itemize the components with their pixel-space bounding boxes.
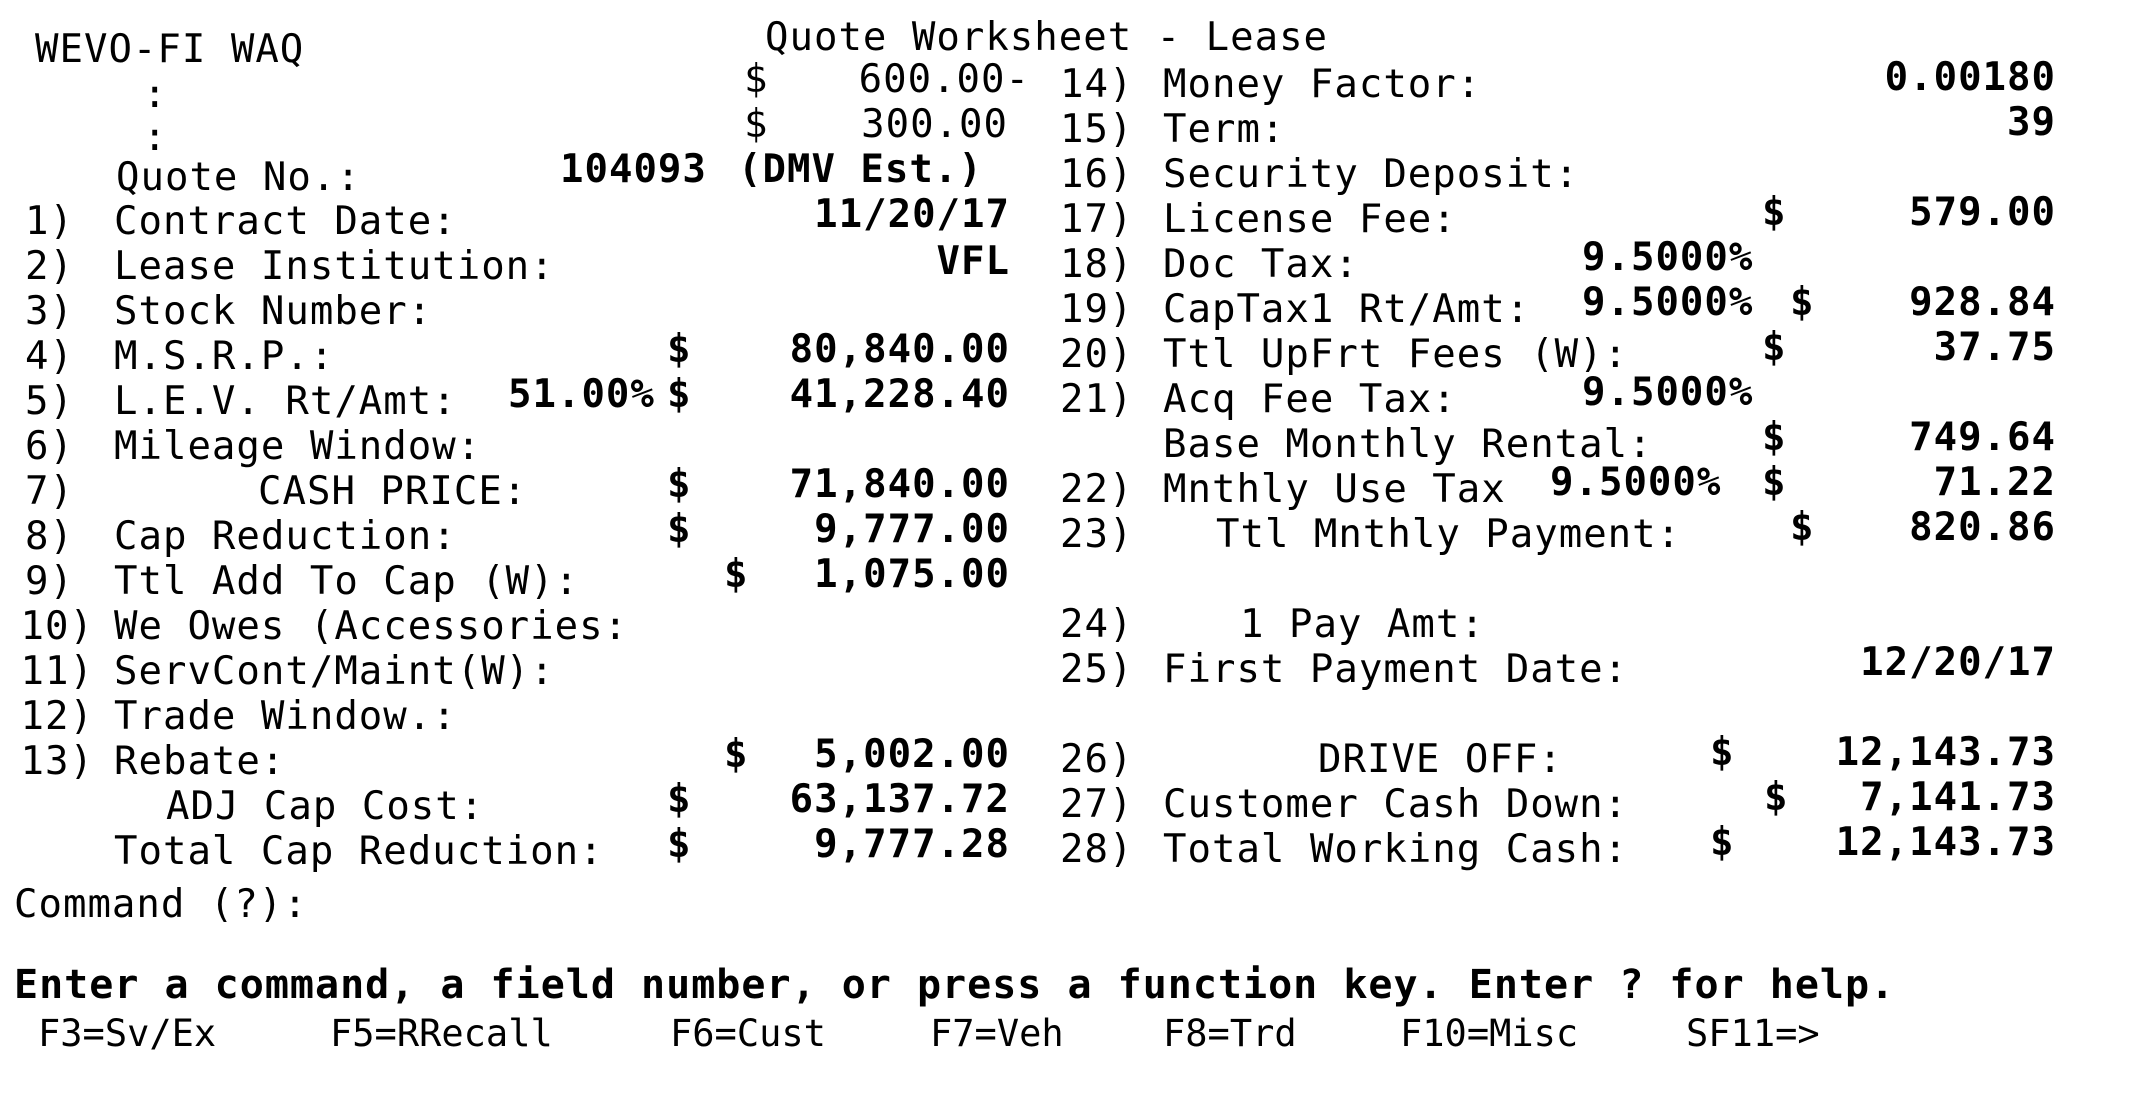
field-number: 13)	[20, 739, 94, 784]
field-label: Cap Reduction:	[114, 514, 457, 559]
field-label: Rebate:	[114, 739, 286, 784]
field-rate: 9.5000%	[1550, 460, 1722, 505]
field-number: 28)	[1060, 827, 1134, 872]
field-number: 21)	[1060, 377, 1134, 422]
field-number: 24)	[1060, 602, 1134, 647]
currency-sign: $	[667, 327, 692, 372]
total-cap-reduction-value: 9,777.28	[814, 822, 1010, 867]
field-number: 10)	[20, 604, 94, 649]
field-number: 11)	[20, 649, 94, 694]
currency-sign: $	[1710, 820, 1735, 865]
field-value: 749.64	[1909, 415, 2056, 460]
field-number: 23)	[1060, 512, 1134, 557]
field-rate: 9.5000%	[1582, 280, 1754, 325]
field-rate: 9.5000%	[1582, 370, 1754, 415]
field-label: Security Deposit:	[1163, 152, 1580, 197]
currency-sign: $	[1710, 730, 1735, 775]
field-label: Mileage Window:	[114, 424, 482, 469]
command-input[interactable]	[330, 883, 930, 927]
field-label: Contract Date:	[114, 199, 457, 244]
field-number: 7)	[25, 469, 74, 514]
field-value: 820.86	[1909, 505, 2056, 550]
field-value: 5,002.00	[814, 732, 1010, 777]
field-label: First Payment Date:	[1163, 647, 1629, 692]
currency-sign: $	[667, 462, 692, 507]
function-key-vehicle[interactable]: F7=Veh	[930, 1012, 1064, 1055]
currency-sign: $	[667, 372, 692, 417]
field-number: 16)	[1060, 152, 1134, 197]
field-label: Ttl UpFrt Fees (W):	[1163, 332, 1629, 377]
field-number: 8)	[25, 514, 74, 559]
field-label: Mnthly Use Tax	[1163, 467, 1506, 512]
quote-note: (DMV Est.)	[738, 147, 983, 192]
field-value: 9,777.00	[814, 507, 1010, 552]
currency-sign: $	[667, 822, 692, 867]
field-label: Ttl Mnthly Payment:	[1216, 512, 1682, 557]
field-number: 25)	[1060, 647, 1134, 692]
currency-sign: $	[1762, 460, 1787, 505]
field-label: Base Monthly Rental:	[1163, 422, 1653, 467]
colon-mark: :	[143, 115, 168, 160]
field-label: CapTax1 Rt/Amt:	[1163, 287, 1531, 332]
field-value: 1,075.00	[814, 552, 1010, 597]
currency-sign: $	[724, 732, 749, 777]
currency-sign: $	[1762, 415, 1787, 460]
field-number: 20)	[1060, 332, 1134, 377]
command-prompt: Command (?):	[14, 882, 308, 927]
function-key-save-exit[interactable]: F3=Sv/Ex	[38, 1012, 217, 1055]
screen-title: Quote Worksheet - Lease	[765, 15, 1329, 60]
currency-sign: $	[1790, 505, 1815, 550]
field-number: 1)	[25, 199, 74, 244]
field-number: 17)	[1060, 197, 1134, 242]
field-value: 39	[2007, 100, 2056, 145]
field-number: 14)	[1060, 62, 1134, 107]
field-value: 579.00	[1909, 190, 2056, 235]
currency-sign: $	[724, 552, 749, 597]
field-value: 7,141.73	[1860, 775, 2056, 820]
colon-mark: :	[143, 72, 168, 117]
field-value: 12,143.73	[1835, 820, 2056, 865]
function-key-recall[interactable]: F5=RRecall	[330, 1012, 553, 1055]
field-number: 4)	[25, 334, 74, 379]
function-key-trade[interactable]: F8=Trd	[1163, 1012, 1297, 1055]
field-number: 19)	[1060, 287, 1134, 332]
field-label: Stock Number:	[114, 289, 433, 334]
currency-sign: $	[1762, 190, 1787, 235]
field-value: 11/20/17	[814, 192, 1010, 237]
field-label: Money Factor:	[1163, 62, 1482, 107]
adj-cap-cost-value: 63,137.72	[789, 777, 1010, 822]
field-label: 1 Pay Amt:	[1240, 602, 1485, 647]
currency-sign: $	[667, 507, 692, 552]
currency-sign: $	[1762, 325, 1787, 370]
field-label: DRIVE OFF:	[1318, 737, 1563, 782]
field-value: 12,143.73	[1835, 730, 2056, 775]
field-label: M.S.R.P.:	[114, 334, 335, 379]
field-value: 71,840.00	[789, 462, 1010, 507]
field-label: CASH PRICE:	[258, 469, 528, 514]
field-value: 80,840.00	[789, 327, 1010, 372]
field-label: Customer Cash Down:	[1163, 782, 1629, 827]
field-value: 928.84	[1909, 280, 2056, 325]
field-label: Acq Fee Tax:	[1163, 377, 1457, 422]
field-value: VFL	[936, 239, 1010, 284]
system-id: WEVO-FI WAQ	[35, 27, 305, 72]
field-number: 2)	[25, 244, 74, 289]
field-label: We Owes (Accessories:	[114, 604, 629, 649]
field-number: 22)	[1060, 467, 1134, 512]
field-label: Total Working Cash:	[1163, 827, 1629, 872]
currency-sign: $	[744, 102, 769, 147]
field-value: 37.75	[1933, 325, 2056, 370]
field-label: License Fee:	[1163, 197, 1457, 242]
currency-sign: $	[1790, 280, 1815, 325]
help-message: Enter a command, a field number, or press a function key. Enter ? for help.	[14, 962, 1896, 1008]
field-number: 6)	[25, 424, 74, 469]
field-value: 12/20/17	[1860, 640, 2056, 685]
quote-number: 104093	[560, 147, 707, 192]
header-amount-2: 300.00	[861, 102, 1008, 147]
field-label: Trade Window.:	[114, 694, 457, 739]
field-number: 15)	[1060, 107, 1134, 152]
field-number: 5)	[25, 379, 74, 424]
currency-sign: $	[667, 777, 692, 822]
field-value: 41,228.40	[789, 372, 1010, 417]
field-value: 71.22	[1933, 460, 2056, 505]
adj-cap-cost-label: ADJ Cap Cost:	[166, 784, 485, 829]
field-number: 12)	[20, 694, 94, 739]
field-label: Term:	[1163, 107, 1286, 152]
field-number: 18)	[1060, 242, 1134, 287]
field-label: L.E.V. Rt/Amt:	[114, 379, 457, 424]
function-key-customer[interactable]: F6=Cust	[670, 1012, 826, 1055]
currency-sign: $	[744, 57, 769, 102]
field-number: 26)	[1060, 737, 1134, 782]
function-key-more[interactable]: SF11=>	[1686, 1012, 1820, 1055]
field-number: 3)	[25, 289, 74, 334]
field-label: ServCont/Maint(W):	[114, 649, 555, 694]
field-label: Ttl Add To Cap (W):	[114, 559, 580, 604]
function-key-misc[interactable]: F10=Misc	[1400, 1012, 1579, 1055]
field-number: 27)	[1060, 782, 1134, 827]
field-number: 9)	[25, 559, 74, 604]
field-rate: 9.5000%	[1582, 235, 1754, 280]
field-label: Lease Institution:	[114, 244, 555, 289]
field-label: Doc Tax:	[1163, 242, 1359, 287]
total-cap-reduction-label: Total Cap Reduction:	[114, 829, 604, 874]
field-value: 0.00180	[1884, 55, 2056, 100]
currency-sign: $	[1764, 775, 1789, 820]
quote-number-label: Quote No.:	[116, 155, 361, 200]
field-rate: 51.00%	[508, 372, 655, 417]
header-amount-1: 600.00-	[858, 57, 1030, 102]
